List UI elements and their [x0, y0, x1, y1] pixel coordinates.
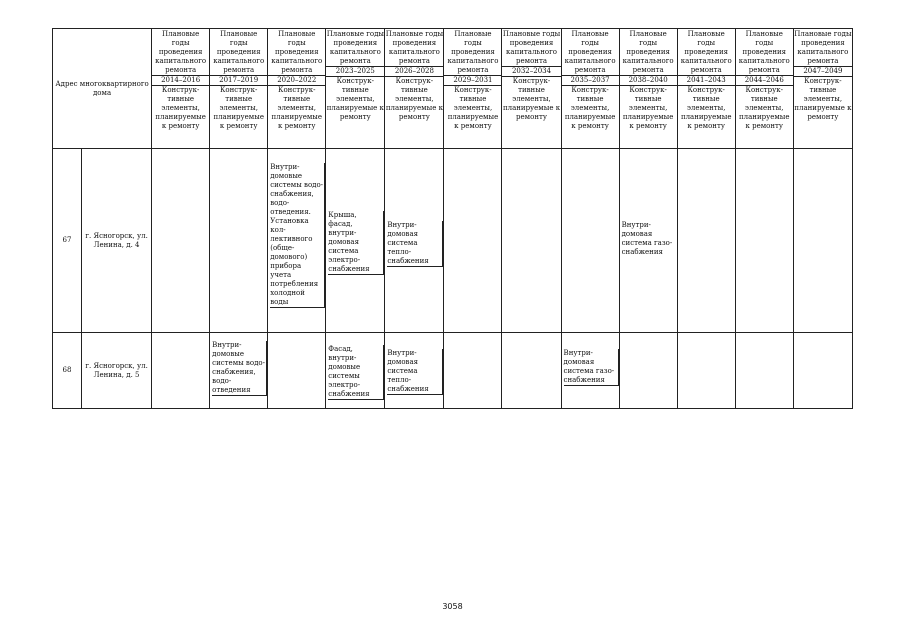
period-header-10	[677, 29, 735, 149]
work-cell	[152, 149, 210, 333]
period-header-6	[444, 29, 502, 149]
row-number: 68	[53, 333, 82, 409]
period-range: 2029–2031	[444, 75, 501, 86]
period-range: 2032–2034	[502, 66, 560, 77]
row-address: г. Ясногорск, ул. Ленина, д. 5	[82, 333, 152, 409]
work-cell	[619, 333, 677, 409]
element-kinds: Конструк-тивные элементы, планируемые к ремонту	[213, 86, 264, 130]
table-row	[53, 333, 853, 409]
row-number: 67	[53, 149, 82, 333]
years-title: Плановые годы проведения капитального ремонта	[738, 30, 790, 74]
years-title: Плановые годы проведения капитального ремонта	[502, 30, 561, 65]
period-range: 2041–2043	[678, 75, 735, 86]
header-row	[53, 29, 853, 149]
work-cell	[210, 333, 268, 409]
element-kinds: Конструк-тивные элементы, планируемые к ремонту	[155, 86, 206, 130]
work-cell	[561, 149, 619, 333]
work-cell	[735, 149, 793, 333]
address-column-header: Адрес многоквартирного дома	[53, 29, 152, 149]
period-header-7	[502, 29, 561, 149]
element-kinds: Конструк-тивные элементы, планируемые к ремонту	[680, 86, 732, 130]
years-title: Плановые годы проведения капитального ремонта	[564, 30, 616, 74]
element-kinds: Конструк-тивные элементы, планируемые к ремонту	[794, 77, 852, 121]
work-text: Внутри-домовая система тепло-снабжения	[387, 349, 443, 395]
work-cell	[677, 333, 735, 409]
work-cell	[502, 149, 561, 333]
work-text: Внутри-домовая система газо-снабжения	[564, 349, 619, 386]
element-kinds: Конструк-тивные элементы, планируемые к ремонту	[271, 86, 323, 130]
years-title: Плановые годы проведения капитального ремонта	[447, 30, 499, 74]
work-cell	[561, 333, 619, 409]
work-cell	[444, 149, 502, 333]
element-kinds: Конструк-тивные элементы, планируемые к ремонту	[564, 86, 616, 130]
period-range: 2023–2025	[326, 66, 384, 77]
years-title: Плановые годы проведения капитального ремонта	[794, 30, 852, 65]
work-cell	[793, 149, 852, 333]
years-title: Плановые годы проведения капитального ремонта	[155, 30, 207, 74]
years-title: Плановые годы проведения капитального ремонта	[213, 30, 265, 74]
period-header-4	[326, 29, 385, 149]
page-number: 3058	[442, 602, 463, 611]
work-text: Фасад, внутри-домовые системы электро-снабжения	[328, 345, 384, 400]
period-range: 2014–2016	[152, 75, 209, 86]
work-cell	[677, 149, 735, 333]
work-text: Внутри-домовая система газо-снабжения	[621, 221, 673, 256]
period-header-1	[152, 29, 210, 149]
period-header-12	[793, 29, 852, 149]
work-cell	[735, 333, 793, 409]
work-cell	[619, 149, 677, 333]
period-header-2	[210, 29, 268, 149]
work-cell	[152, 333, 210, 409]
period-range: 2047–2049	[794, 66, 852, 77]
work-cell	[502, 333, 561, 409]
work-text: Крыша, фасад, внутри-домовая система электро-снабжения	[328, 211, 384, 275]
element-kinds: Конструк-тивные элементы, планируемые к ремонту	[739, 86, 790, 130]
work-cell	[210, 149, 268, 333]
work-cell	[326, 333, 385, 409]
element-kinds: Конструк-тивные элементы, планируемые к ремонту	[622, 86, 674, 130]
work-cell	[385, 149, 444, 333]
years-title: Плановые годы проведения капитального ремонта	[271, 30, 323, 74]
work-cell	[385, 333, 444, 409]
period-range: 2044–2046	[736, 75, 793, 86]
period-header-5	[385, 29, 444, 149]
work-cell	[793, 333, 852, 409]
work-text: Внутри-домовые системы водо-снабжения, водо-отведения. Установка кол-лективного (обще-домового) прибора учета потребления холодной воды	[270, 163, 325, 308]
work-text: Внутри-домовые системы водо-снабжения, водо-отведения	[212, 341, 267, 396]
work-text: Внутри-домовая система тепло-снабжения	[387, 221, 443, 267]
period-header-3	[268, 29, 326, 149]
period-range: 2020–2022	[268, 75, 325, 86]
repair-schedule-table	[52, 28, 853, 409]
element-kinds: Конструк-тивные элементы, планируемые к ремонту	[385, 77, 443, 121]
work-cell	[326, 149, 385, 333]
row-address: г. Ясногорск, ул. Ленина, д. 4	[82, 149, 152, 333]
work-cell	[268, 149, 326, 333]
element-kinds: Конструк-тивные элементы, планируемые к ремонту	[326, 77, 384, 121]
element-kinds: Конструк-тивные элементы, планируемые к ремонту	[502, 77, 561, 121]
years-title: Плановые годы проведения капитального ремонта	[326, 30, 384, 65]
years-title: Плановые годы проведения капитального ремонта	[680, 30, 732, 74]
period-header-9	[619, 29, 677, 149]
element-kinds: Конструк-тивные элементы, планируемые к ремонту	[447, 86, 499, 130]
years-title: Плановые годы проведения капитального ремонта	[622, 30, 674, 74]
work-cell	[444, 333, 502, 409]
period-range: 2038–2040	[620, 75, 677, 86]
period-header-8	[561, 29, 619, 149]
period-range: 2017–2019	[210, 75, 267, 86]
work-cell	[268, 333, 326, 409]
period-header-11	[735, 29, 793, 149]
period-range: 2026–2028	[385, 66, 443, 77]
period-range: 2035–2037	[562, 75, 619, 86]
years-title: Плановые годы проведения капитального ремонта	[385, 30, 444, 65]
table-row	[53, 149, 853, 333]
